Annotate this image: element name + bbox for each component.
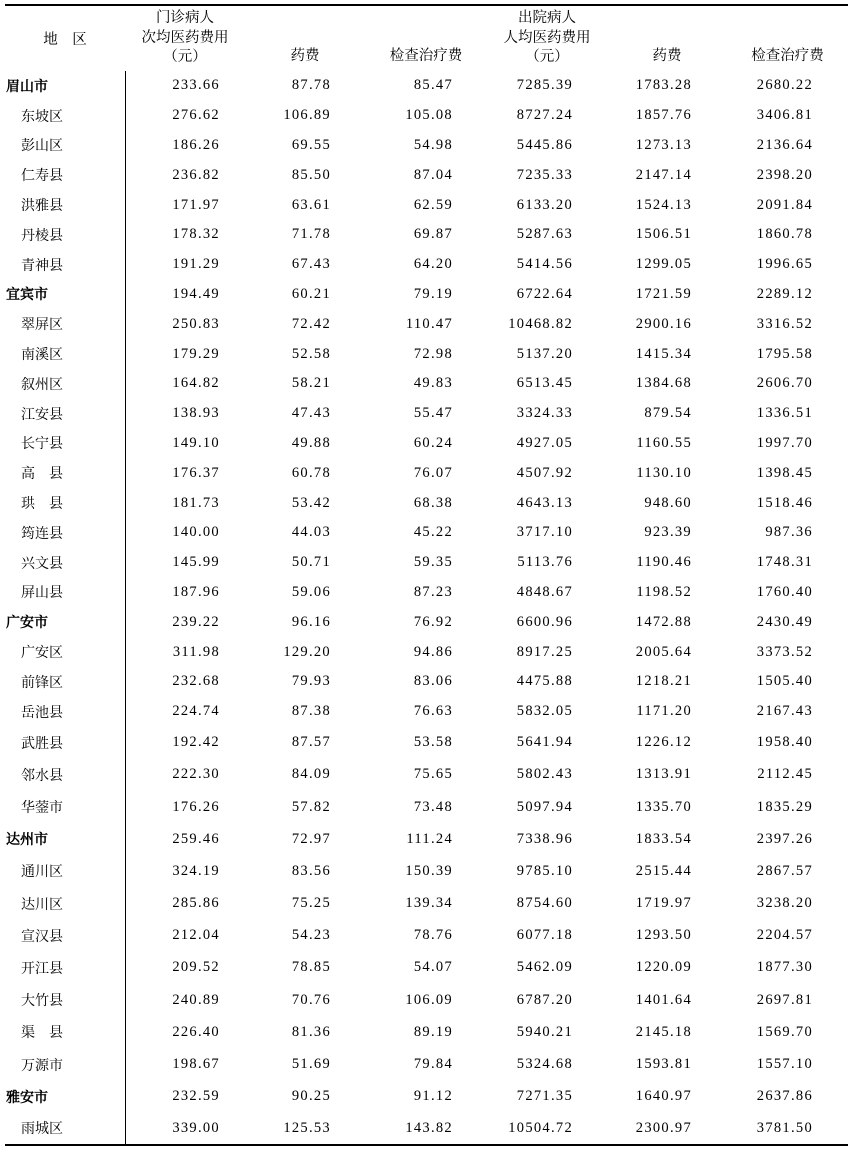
district-name: 高 县 xyxy=(5,458,125,488)
district-row xyxy=(5,309,848,339)
outpatient-avg-cost-cell: 198.67 xyxy=(172,1056,220,1072)
outpatient-drug-cost-cell: 84.09 xyxy=(291,766,331,783)
outpatient-avg-cost-cell: 209.52 xyxy=(172,959,220,976)
outpatient-drug-cost-cell: 60.21 xyxy=(291,285,331,302)
outpatient-drug-cost-cell: 50.71 xyxy=(291,554,331,571)
outpatient-drug-cost-cell: 78.85 xyxy=(291,959,331,976)
district-name: 仁寿县 xyxy=(5,160,125,190)
outpatient-drug-cost-cell: 67.43 xyxy=(291,256,331,273)
outpatient-avg-cost-cell: 339.00 xyxy=(125,1113,245,1145)
outpatient-drug-cost-cell: 75.25 xyxy=(291,895,331,912)
inpatient-exam-cost-cell: 2289.12 xyxy=(756,285,813,302)
inpatient-drug-cost-cell: 1299.05 xyxy=(635,256,692,273)
inpatient-exam-cost-cell: 1336.51 xyxy=(756,405,813,422)
inpatient-avg-cost-cell: 10468.82 xyxy=(508,315,573,332)
city-row xyxy=(5,607,848,637)
inpatient-exam-cost-cell: 2112.45 xyxy=(757,766,813,783)
inpatient-avg-cost-cell: 3717.10 xyxy=(516,524,573,541)
inpatient-avg-cost-cell: 5287.63 xyxy=(516,226,573,243)
inpatient-drug-cost-cell: 1335.70 xyxy=(635,798,692,815)
outpatient-exam-cost-cell: 49.83 xyxy=(413,375,453,392)
inpatient-header-line-3: （元） xyxy=(525,49,569,66)
outpatient-drug-cost-cell: 60.78 xyxy=(291,464,331,481)
inpatient-avg-cost-cell: 6077.18 xyxy=(516,927,573,944)
outpatient-drug-cost-cell: 59.06 xyxy=(291,583,331,600)
outpatient-avg-cost-cell: 138.93 xyxy=(172,405,220,422)
inpatient-avg-cost-cell: 5802.43 xyxy=(516,766,573,783)
city-name: 达州市 xyxy=(5,823,125,855)
outpatient-drug-cost-cell: 70.76 xyxy=(291,991,331,1008)
inpatient-exam-cost-cell: 2637.86 xyxy=(756,1088,813,1105)
inpatient-avg-cost-cell: 7338.96 xyxy=(516,830,573,847)
inpatient-drug-cost-cell: 1293.50 xyxy=(635,927,692,944)
outpatient-header-line-3: （元） xyxy=(163,49,207,66)
inpatient-avg-cost-cell: 7271.35 xyxy=(516,1088,573,1105)
table-header xyxy=(5,5,848,71)
district-name: 通川区 xyxy=(5,855,125,887)
outpatient-header-line-1: 门诊病人 xyxy=(156,10,214,27)
outpatient-exam-cost-cell: 85.47 xyxy=(413,77,453,94)
outpatient-drug-cost-cell: 106.89 xyxy=(283,107,331,124)
inpatient-exam-cost-cell: 2204.57 xyxy=(756,927,813,944)
inpatient-exam-cost-cell: 1958.40 xyxy=(756,734,813,751)
inpatient-drug-cost-cell: 1506.51 xyxy=(635,226,692,243)
district-name: 渠 县 xyxy=(5,1016,125,1048)
district-name: 广安区 xyxy=(5,637,125,667)
outpatient-avg-cost-cell: 311.98 xyxy=(172,643,220,660)
inpatient-avg-cost-cell: 4507.92 xyxy=(516,464,573,481)
inpatient-drug-cost-cell: 1857.76 xyxy=(635,107,692,124)
outpatient-exam-cost-cell: 106.09 xyxy=(405,991,453,1008)
outpatient-drug-cost-cell: 125.53 xyxy=(245,1113,365,1145)
outpatient-drug-cost-cell: 79.93 xyxy=(291,673,331,690)
outpatient-drug-cost-cell: 85.50 xyxy=(291,166,331,183)
district-name: 达川区 xyxy=(5,887,125,919)
inpatient-drug-cost-cell: 1218.21 xyxy=(635,673,692,690)
outpatient-drug-cost-cell: 58.21 xyxy=(291,375,331,392)
inpatient-exam-header: 检查治疗费 xyxy=(751,48,824,64)
outpatient-exam-cost-cell: 69.87 xyxy=(413,226,453,243)
inpatient-drug-cost-cell: 1833.54 xyxy=(635,830,692,847)
inpatient-avg-cost-cell: 6513.45 xyxy=(516,375,573,392)
outpatient-cost-header xyxy=(125,5,245,71)
inpatient-avg-cost-cell: 4848.67 xyxy=(516,583,573,600)
inpatient-avg-cost-cell: 3324.33 xyxy=(516,405,573,422)
inpatient-drug-cost-cell: 923.39 xyxy=(644,524,692,541)
outpatient-header-line-2: 次均医药费用 xyxy=(141,29,229,46)
inpatient-avg-cost-cell: 4475.88 xyxy=(516,673,573,690)
header-row-top xyxy=(5,5,848,38)
outpatient-drug-cost-cell: 69.55 xyxy=(291,136,331,153)
inpatient-drug-cost-cell: 1524.13 xyxy=(635,196,692,213)
outpatient-drug-cost-cell: 81.36 xyxy=(291,1023,331,1040)
inpatient-exam-cost-cell: 1557.10 xyxy=(756,1056,813,1072)
inpatient-avg-cost-cell: 5113.76 xyxy=(517,554,573,571)
city-row xyxy=(5,823,848,855)
outpatient-exam-cost-cell: 87.23 xyxy=(413,583,453,600)
inpatient-exam-cost-cell: 2136.64 xyxy=(756,136,813,153)
outpatient-exam-cost-cell: 54.98 xyxy=(413,136,453,153)
outpatient-exam-cost-cell: 105.08 xyxy=(405,107,453,124)
inpatient-drug-cost-cell: 879.54 xyxy=(644,405,692,422)
district-name: 华蓥市 xyxy=(5,791,125,823)
outpatient-exam-cost-cell: 76.07 xyxy=(413,464,453,481)
inpatient-drug-cost-cell: 1783.28 xyxy=(635,77,692,94)
outpatient-avg-cost-cell: 186.26 xyxy=(172,136,220,153)
outpatient-avg-cost-cell: 276.62 xyxy=(172,107,220,124)
region-header: 地 区 xyxy=(5,5,125,71)
outpatient-subgroup-blank xyxy=(245,5,487,38)
medical-cost-table xyxy=(5,4,848,1146)
inpatient-drug-cost-cell: 2147.14 xyxy=(635,166,692,183)
outpatient-exam-cost-cell: 83.06 xyxy=(413,673,453,690)
outpatient-exam-cost-cell: 143.82 xyxy=(365,1113,487,1145)
city-name: 宜宾市 xyxy=(5,280,125,310)
inpatient-exam-cost-cell: 1505.40 xyxy=(756,673,813,690)
inpatient-avg-cost-cell: 8754.60 xyxy=(516,895,573,912)
outpatient-exam-cost-cell: 110.47 xyxy=(405,315,453,332)
inpatient-header-line-1: 出院病人 xyxy=(518,10,576,27)
outpatient-drug-cost-cell: 96.16 xyxy=(291,613,331,630)
outpatient-exam-cost-cell: 111.24 xyxy=(406,830,453,847)
outpatient-avg-cost-cell: 233.66 xyxy=(172,77,220,94)
outpatient-drug-cost-cell: 87.78 xyxy=(291,77,331,94)
district-name: 彭山区 xyxy=(5,131,125,161)
outpatient-exam-cost-cell: 139.34 xyxy=(405,895,453,912)
inpatient-exam-cost-cell: 3781.50 xyxy=(727,1113,848,1145)
inpatient-avg-cost-cell: 5462.09 xyxy=(516,959,573,976)
district-row xyxy=(5,250,848,280)
inpatient-exam-cost-cell: 2680.22 xyxy=(756,77,813,94)
district-row xyxy=(5,578,848,608)
district-row xyxy=(5,667,848,697)
outpatient-avg-cost-cell: 187.96 xyxy=(172,583,220,600)
inpatient-header-line-2: 人均医药费用 xyxy=(503,29,591,46)
city-row xyxy=(5,71,848,101)
outpatient-avg-cost-cell: 164.82 xyxy=(172,375,220,392)
inpatient-drug-cost-cell: 1171.20 xyxy=(636,703,692,720)
district-row xyxy=(5,952,848,984)
outpatient-exam-cost-cell: 55.47 xyxy=(413,405,453,422)
inpatient-exam-cost-cell: 2697.81 xyxy=(756,991,813,1008)
inpatient-avg-cost-cell: 5324.68 xyxy=(516,1056,573,1072)
inpatient-exam-cost-cell: 1398.45 xyxy=(756,464,813,481)
inpatient-exam-cost-cell: 1835.29 xyxy=(756,798,813,815)
outpatient-exam-cost-cell: 89.19 xyxy=(413,1023,453,1040)
inpatient-drug-cost-cell: 2145.18 xyxy=(635,1023,692,1040)
inpatient-avg-cost-cell: 5832.05 xyxy=(516,703,573,720)
inpatient-exam-cost-cell: 2606.70 xyxy=(756,375,813,392)
inpatient-avg-cost-cell: 4927.05 xyxy=(516,434,573,451)
outpatient-avg-cost-cell: 259.46 xyxy=(172,830,220,847)
outpatient-drug-cost-cell: 87.38 xyxy=(291,703,331,720)
outpatient-exam-cost-cell: 64.20 xyxy=(413,256,453,273)
district-name: 翠屏区 xyxy=(5,309,125,339)
outpatient-drug-cost-cell: 129.20 xyxy=(283,643,331,660)
inpatient-avg-cost-cell: 9785.10 xyxy=(516,862,573,879)
inpatient-exam-cost-cell: 2867.57 xyxy=(756,862,813,879)
inpatient-exam-cost-cell: 3316.52 xyxy=(756,315,813,332)
district-row xyxy=(5,727,848,759)
district-name: 叙州区 xyxy=(5,369,125,399)
outpatient-avg-cost-cell: 194.49 xyxy=(172,285,220,302)
outpatient-exam-cost-cell: 45.22 xyxy=(413,524,453,541)
outpatient-drug-cost-cell: 52.58 xyxy=(291,345,331,362)
outpatient-exam-cost-cell: 91.12 xyxy=(413,1088,453,1105)
district-name: 兴文县 xyxy=(5,548,125,578)
outpatient-avg-cost-cell: 250.83 xyxy=(172,315,220,332)
inpatient-drug-cost-cell: 1384.68 xyxy=(635,375,692,392)
district-name: 万源市 xyxy=(5,1048,125,1080)
inpatient-avg-cost-cell: 6600.96 xyxy=(516,613,573,630)
inpatient-avg-cost-cell: 7285.39 xyxy=(516,77,573,94)
inpatient-drug-cost-cell: 2900.16 xyxy=(635,315,692,332)
district-name: 洪雅县 xyxy=(5,190,125,220)
inpatient-drug-cost-cell: 1220.09 xyxy=(635,959,692,976)
district-row xyxy=(5,488,848,518)
outpatient-exam-cost-cell: 54.07 xyxy=(413,959,453,976)
outpatient-avg-cost-cell: 176.26 xyxy=(172,798,220,815)
outpatient-exam-cost-cell: 94.86 xyxy=(413,643,453,660)
outpatient-drug-cost-cell: 47.43 xyxy=(291,405,331,422)
district-row xyxy=(5,637,848,667)
district-name: 丹棱县 xyxy=(5,220,125,250)
inpatient-exam-cost-cell: 1748.31 xyxy=(756,554,813,571)
outpatient-drug-cost-cell: 83.56 xyxy=(291,862,331,879)
district-row xyxy=(5,160,848,190)
district-row xyxy=(5,1048,848,1080)
inpatient-drug-cost-cell: 1226.12 xyxy=(635,734,692,751)
outpatient-exam-cost-cell: 79.84 xyxy=(413,1056,453,1072)
city-name: 雅安市 xyxy=(5,1081,125,1113)
outpatient-avg-cost-cell: 140.00 xyxy=(172,524,220,541)
table-body xyxy=(5,71,848,1145)
district-name: 珙 县 xyxy=(5,488,125,518)
district-row xyxy=(5,429,848,459)
district-row xyxy=(5,548,848,578)
outpatient-avg-cost-cell: 212.04 xyxy=(172,927,220,944)
outpatient-avg-cost-cell: 324.19 xyxy=(172,862,220,879)
outpatient-exam-cost-cell: 79.19 xyxy=(413,285,453,302)
district-row xyxy=(5,369,848,399)
outpatient-drug-cost-cell: 72.97 xyxy=(291,830,331,847)
district-row xyxy=(5,131,848,161)
district-name: 筠连县 xyxy=(5,518,125,548)
inpatient-avg-cost-cell: 4643.13 xyxy=(516,494,573,511)
district-name: 东坡区 xyxy=(5,101,125,131)
district-row xyxy=(5,855,848,887)
outpatient-avg-cost-cell: 285.86 xyxy=(172,895,220,912)
inpatient-cost-header xyxy=(487,5,607,71)
district-name: 开江县 xyxy=(5,952,125,984)
inpatient-subgroup-blank xyxy=(607,5,848,38)
outpatient-avg-cost-cell: 178.32 xyxy=(172,226,220,243)
district-row xyxy=(5,887,848,919)
outpatient-exam-cost-cell: 73.48 xyxy=(413,798,453,815)
outpatient-exam-cost-cell: 150.39 xyxy=(405,862,453,879)
city-name: 眉山市 xyxy=(5,71,125,101)
district-row xyxy=(5,759,848,791)
inpatient-drug-cost-cell: 2005.64 xyxy=(635,643,692,660)
inpatient-drug-cost-cell: 2300.97 xyxy=(607,1113,727,1145)
outpatient-avg-cost-cell: 145.99 xyxy=(172,554,220,571)
inpatient-exam-cost-cell: 2398.20 xyxy=(756,166,813,183)
inpatient-exam-cost-cell: 3406.81 xyxy=(756,107,813,124)
inpatient-avg-cost-cell: 6787.20 xyxy=(516,991,573,1008)
inpatient-avg-cost-cell: 5414.56 xyxy=(516,256,573,273)
district-row xyxy=(5,697,848,727)
inpatient-drug-cost-cell: 1198.52 xyxy=(636,583,692,600)
outpatient-avg-cost-cell: 171.97 xyxy=(172,196,220,213)
district-name: 宣汉县 xyxy=(5,920,125,952)
inpatient-exam-cost-cell: 3373.52 xyxy=(756,643,813,660)
inpatient-exam-cost-cell: 1860.78 xyxy=(756,226,813,243)
district-name: 南溪区 xyxy=(5,339,125,369)
city-row xyxy=(5,1081,848,1113)
inpatient-exam-cost-cell: 1877.30 xyxy=(756,959,813,976)
inpatient-drug-cost-cell: 1313.91 xyxy=(635,766,692,783)
inpatient-exam-cost-cell: 1760.40 xyxy=(756,583,813,600)
inpatient-exam-cost-cell: 1569.70 xyxy=(756,1023,813,1040)
inpatient-exam-cost-cell: 1997.70 xyxy=(756,434,813,451)
outpatient-exam-cost-cell: 75.65 xyxy=(413,766,453,783)
outpatient-exam-cost-cell: 62.59 xyxy=(413,196,453,213)
inpatient-avg-cost-cell: 6722.64 xyxy=(516,285,573,302)
district-row xyxy=(5,220,848,250)
outpatient-avg-cost-cell: 191.29 xyxy=(172,256,220,273)
outpatient-avg-cost-cell: 192.42 xyxy=(172,734,220,751)
outpatient-exam-cost-cell: 76.92 xyxy=(413,613,453,630)
outpatient-drug-header: 药费 xyxy=(290,48,320,64)
district-name: 武胜县 xyxy=(5,727,125,759)
outpatient-exam-cost-cell: 72.98 xyxy=(413,345,453,362)
inpatient-avg-cost-cell: 5641.94 xyxy=(516,734,573,751)
district-row xyxy=(5,190,848,220)
district-row xyxy=(5,518,848,548)
outpatient-exam-cost-cell: 78.76 xyxy=(413,927,453,944)
district-row xyxy=(5,101,848,131)
inpatient-exam-cost-cell: 3238.20 xyxy=(756,895,813,912)
outpatient-exam-cost-cell: 87.04 xyxy=(413,166,453,183)
inpatient-avg-cost-cell: 8727.24 xyxy=(516,107,573,124)
inpatient-exam-cost-cell: 1996.65 xyxy=(756,256,813,273)
outpatient-drug-cost-cell: 87.57 xyxy=(291,734,331,751)
outpatient-avg-cost-cell: 236.82 xyxy=(172,166,220,183)
inpatient-avg-cost-cell: 8917.25 xyxy=(516,643,573,660)
inpatient-avg-cost-cell: 5940.21 xyxy=(516,1023,573,1040)
outpatient-drug-cost-cell: 72.42 xyxy=(291,315,331,332)
inpatient-drug-cost-cell: 1719.97 xyxy=(635,895,692,912)
district-row xyxy=(5,984,848,1016)
inpatient-drug-cost-cell: 1160.55 xyxy=(636,434,692,451)
inpatient-drug-cost-cell: 1593.81 xyxy=(635,1056,692,1072)
inpatient-avg-cost-cell: 5445.86 xyxy=(516,136,573,153)
outpatient-drug-cost-cell: 53.42 xyxy=(291,494,331,511)
outpatient-exam-header: 检查治疗费 xyxy=(389,48,463,64)
inpatient-exam-cost-cell: 1795.58 xyxy=(756,345,813,362)
inpatient-drug-header: 药费 xyxy=(652,48,682,64)
outpatient-avg-cost-cell: 239.22 xyxy=(172,613,220,630)
outpatient-avg-cost-cell: 232.59 xyxy=(172,1088,220,1105)
inpatient-drug-cost-cell: 948.60 xyxy=(644,494,692,511)
inpatient-drug-cost-cell: 2515.44 xyxy=(635,862,692,879)
outpatient-drug-cost-cell: 63.61 xyxy=(291,196,331,213)
district-name: 邻水县 xyxy=(5,759,125,791)
outpatient-drug-cost-cell: 57.82 xyxy=(291,798,331,815)
inpatient-exam-cost-cell: 1518.46 xyxy=(756,494,813,511)
inpatient-drug-cost-cell: 1721.59 xyxy=(635,285,692,302)
inpatient-avg-cost-cell: 6133.20 xyxy=(516,196,573,213)
outpatient-exam-cost-cell: 76.63 xyxy=(413,703,453,720)
inpatient-drug-cost-cell: 1130.10 xyxy=(636,464,692,481)
inpatient-avg-cost-cell: 5137.20 xyxy=(516,345,573,362)
city-name: 广安市 xyxy=(5,607,125,637)
inpatient-avg-cost-cell: 5097.94 xyxy=(516,798,573,815)
inpatient-exam-cost-cell: 2430.49 xyxy=(756,613,813,630)
outpatient-avg-cost-cell: 149.10 xyxy=(172,434,220,451)
outpatient-drug-cost-cell: 54.23 xyxy=(291,927,331,944)
district-name: 江安县 xyxy=(5,399,125,429)
outpatient-drug-cost-cell: 49.88 xyxy=(291,434,331,451)
outpatient-avg-cost-cell: 226.40 xyxy=(172,1023,220,1040)
inpatient-drug-cost-cell: 1401.64 xyxy=(635,991,692,1008)
outpatient-avg-cost-cell: 179.29 xyxy=(172,345,220,362)
outpatient-drug-cost-cell: 90.25 xyxy=(291,1088,331,1105)
outpatient-exam-cost-cell: 59.35 xyxy=(413,554,453,571)
outpatient-drug-cost-cell: 71.78 xyxy=(291,226,331,243)
inpatient-exam-cost-cell: 2167.43 xyxy=(756,703,813,720)
district-row xyxy=(5,1016,848,1048)
outpatient-exam-cost-cell: 53.58 xyxy=(413,734,453,751)
city-row xyxy=(5,280,848,310)
district-name: 大竹县 xyxy=(5,984,125,1016)
district-row xyxy=(5,399,848,429)
inpatient-avg-cost-cell: 10504.72 xyxy=(487,1113,607,1145)
district-row xyxy=(5,791,848,823)
district-name: 屏山县 xyxy=(5,578,125,608)
inpatient-drug-cost-cell: 1273.13 xyxy=(635,136,692,153)
district-row xyxy=(5,1113,848,1145)
inpatient-drug-cost-cell: 1640.97 xyxy=(635,1088,692,1105)
inpatient-drug-cost-cell: 1472.88 xyxy=(635,613,692,630)
inpatient-exam-cost-cell: 2397.26 xyxy=(756,830,813,847)
district-name: 雨城区 xyxy=(5,1113,125,1145)
district-row xyxy=(5,920,848,952)
inpatient-avg-cost-cell: 7235.33 xyxy=(516,166,573,183)
outpatient-avg-cost-cell: 232.68 xyxy=(172,673,220,690)
outpatient-avg-cost-cell: 176.37 xyxy=(172,464,220,481)
outpatient-exam-cost-cell: 68.38 xyxy=(413,494,453,511)
district-row xyxy=(5,458,848,488)
outpatient-avg-cost-cell: 181.73 xyxy=(172,494,220,511)
inpatient-exam-cost-cell: 2091.84 xyxy=(756,196,813,213)
district-row xyxy=(5,339,848,369)
outpatient-drug-cost-cell: 44.03 xyxy=(291,524,331,541)
district-name: 岳池县 xyxy=(5,697,125,727)
district-name: 青神县 xyxy=(5,250,125,280)
inpatient-exam-cost-cell: 987.36 xyxy=(765,524,813,541)
inpatient-drug-cost-cell: 1190.46 xyxy=(636,554,692,571)
district-name: 长宁县 xyxy=(5,429,125,459)
outpatient-drug-cost-cell: 51.69 xyxy=(291,1056,331,1072)
outpatient-avg-cost-cell: 224.74 xyxy=(172,703,220,720)
district-name: 前锋区 xyxy=(5,667,125,697)
inpatient-drug-cost-cell: 1415.34 xyxy=(635,345,692,362)
outpatient-exam-cost-cell: 60.24 xyxy=(413,434,453,451)
outpatient-avg-cost-cell: 222.30 xyxy=(172,766,220,783)
outpatient-avg-cost-cell: 240.89 xyxy=(172,991,220,1008)
